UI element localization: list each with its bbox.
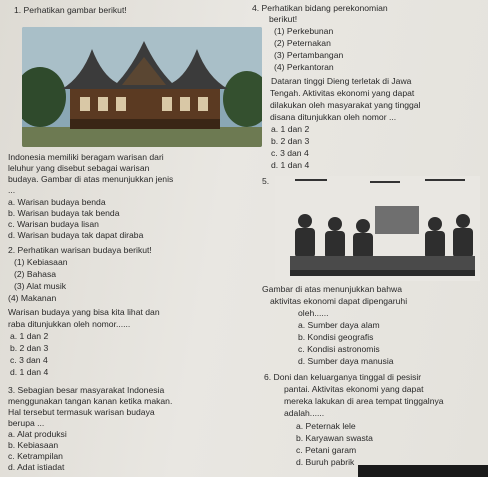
q4-stem-1: Dataran tinggi Dieng terletak di Jawa bbox=[271, 76, 412, 86]
q5-stem-2: aktivitas ekonomi dapat dipengaruhi bbox=[270, 296, 408, 306]
q3-option-a: a. Alat produksi bbox=[8, 429, 67, 439]
q5-stem-1: Gambar di atas menunjukkan bahwa bbox=[262, 284, 402, 294]
q3-option-c: c. Ketrampilan bbox=[8, 451, 63, 461]
q6-stem-2: pantai. Aktivitas ekonomi yang dapat bbox=[284, 384, 424, 394]
q4-list-2: (2) Peternakan bbox=[274, 38, 331, 48]
q6-stem-1: 6. Doni dan keluarganya tinggal di pesisir bbox=[264, 372, 422, 382]
q5-option-c: c. Kondisi astronomis bbox=[298, 344, 380, 354]
q3-stem-3: Hal tersebut termasuk warisan budaya bbox=[8, 407, 155, 417]
q3-stem-1: 3. Sebagian besar masyarakat Indonesia bbox=[8, 385, 165, 395]
q1-option-b: b. Warisan budaya tak benda bbox=[8, 208, 120, 218]
q2-list-1: (1) Kebiasaan bbox=[14, 257, 68, 267]
q4-option-c: c. 3 dan 4 bbox=[271, 148, 309, 158]
q3-option-d: d. Adat istiadat bbox=[8, 462, 65, 472]
q2-option-d: d. 1 dan 4 bbox=[10, 367, 49, 377]
q2-option-b: b. 2 dan 3 bbox=[10, 343, 49, 353]
q4-list-4: (4) Perkantoran bbox=[274, 62, 334, 72]
q4-prompt-2: berikut! bbox=[269, 14, 298, 24]
q4-stem-2: Tengah. Aktivitas ekonomi yang dapat bbox=[270, 88, 415, 98]
q5-option-a: a. Sumber daya alam bbox=[298, 320, 380, 330]
q5-number: 5. bbox=[262, 176, 270, 186]
q5-stem-3: oleh...... bbox=[298, 308, 329, 318]
q2-list-3: (3) Alat musik bbox=[14, 281, 67, 291]
q2-option-c: c. 3 dan 4 bbox=[10, 355, 48, 365]
q3-option-b: b. Kebiasaan bbox=[8, 440, 59, 450]
q2-option-a: a. 1 dan 2 bbox=[10, 331, 49, 341]
dark-corner-mark bbox=[358, 465, 488, 477]
q5-option-d: d. Sumber daya manusia bbox=[298, 356, 394, 366]
q6-stem-4: adalah...... bbox=[284, 408, 325, 418]
q6-option-b: b. Karyawan swasta bbox=[296, 433, 373, 443]
q1-stem-3: budaya. Gambar di atas menunjukkan jenis bbox=[8, 174, 174, 184]
q1-option-a: a. Warisan budaya benda bbox=[8, 197, 106, 207]
office-meeting-photo bbox=[275, 176, 480, 281]
q1-option-d: d. Warisan budaya tak dapat diraba bbox=[8, 230, 144, 240]
q3-stem-4: berupa ... bbox=[8, 418, 45, 428]
q5-option-b: b. Kondisi geografis bbox=[298, 332, 374, 342]
q2-stem-1: Warisan budaya yang bisa kita lihat dan bbox=[8, 307, 160, 317]
q1-stem-2: leluhur yang disebut sebagai warisan bbox=[8, 163, 150, 173]
q2-stem-2: raba ditunjukkan oleh nomor...... bbox=[8, 319, 131, 329]
q2-prompt: 2. Perhatikan warisan budaya berikut! bbox=[8, 245, 152, 255]
q4-list-1: (1) Perkebunan bbox=[274, 26, 334, 36]
q6-option-d: d. Buruh pabrik bbox=[296, 457, 355, 467]
q4-stem-3: dilakukan oleh masyarakat yang tinggal bbox=[270, 100, 421, 110]
q2-list-2: (2) Bahasa bbox=[14, 269, 57, 279]
q2-list-4: (4) Makanan bbox=[8, 293, 57, 303]
q1-prompt: 1. Perhatikan gambar berikut! bbox=[14, 5, 127, 15]
q4-option-d: d. 1 dan 4 bbox=[271, 160, 310, 170]
rumah-gadang-photo bbox=[22, 27, 262, 147]
q4-option-b: b. 2 dan 3 bbox=[271, 136, 310, 146]
q6-stem-3: mereka lakukan di area tempat tinggalnya bbox=[284, 396, 444, 406]
q6-option-a: a. Peternak lele bbox=[296, 421, 356, 431]
q1-stem-1: Indonesia memiliki beragam warisan dari bbox=[8, 152, 164, 162]
q1-stem-4: ... bbox=[8, 185, 16, 195]
q1-option-c: c. Warisan budaya lisan bbox=[8, 219, 99, 229]
q4-prompt: 4. Perhatikan bidang perekonomian bbox=[252, 3, 388, 13]
q4-list-3: (3) Pertambangan bbox=[274, 50, 344, 60]
q3-stem-2: menggunakan tangan kanan ketika makan. bbox=[8, 396, 173, 406]
q4-option-a: a. 1 dan 2 bbox=[271, 124, 310, 134]
q6-option-c: c. Petani garam bbox=[296, 445, 357, 455]
q4-stem-4: disana ditunjukkan oleh nomor ... bbox=[270, 112, 397, 122]
